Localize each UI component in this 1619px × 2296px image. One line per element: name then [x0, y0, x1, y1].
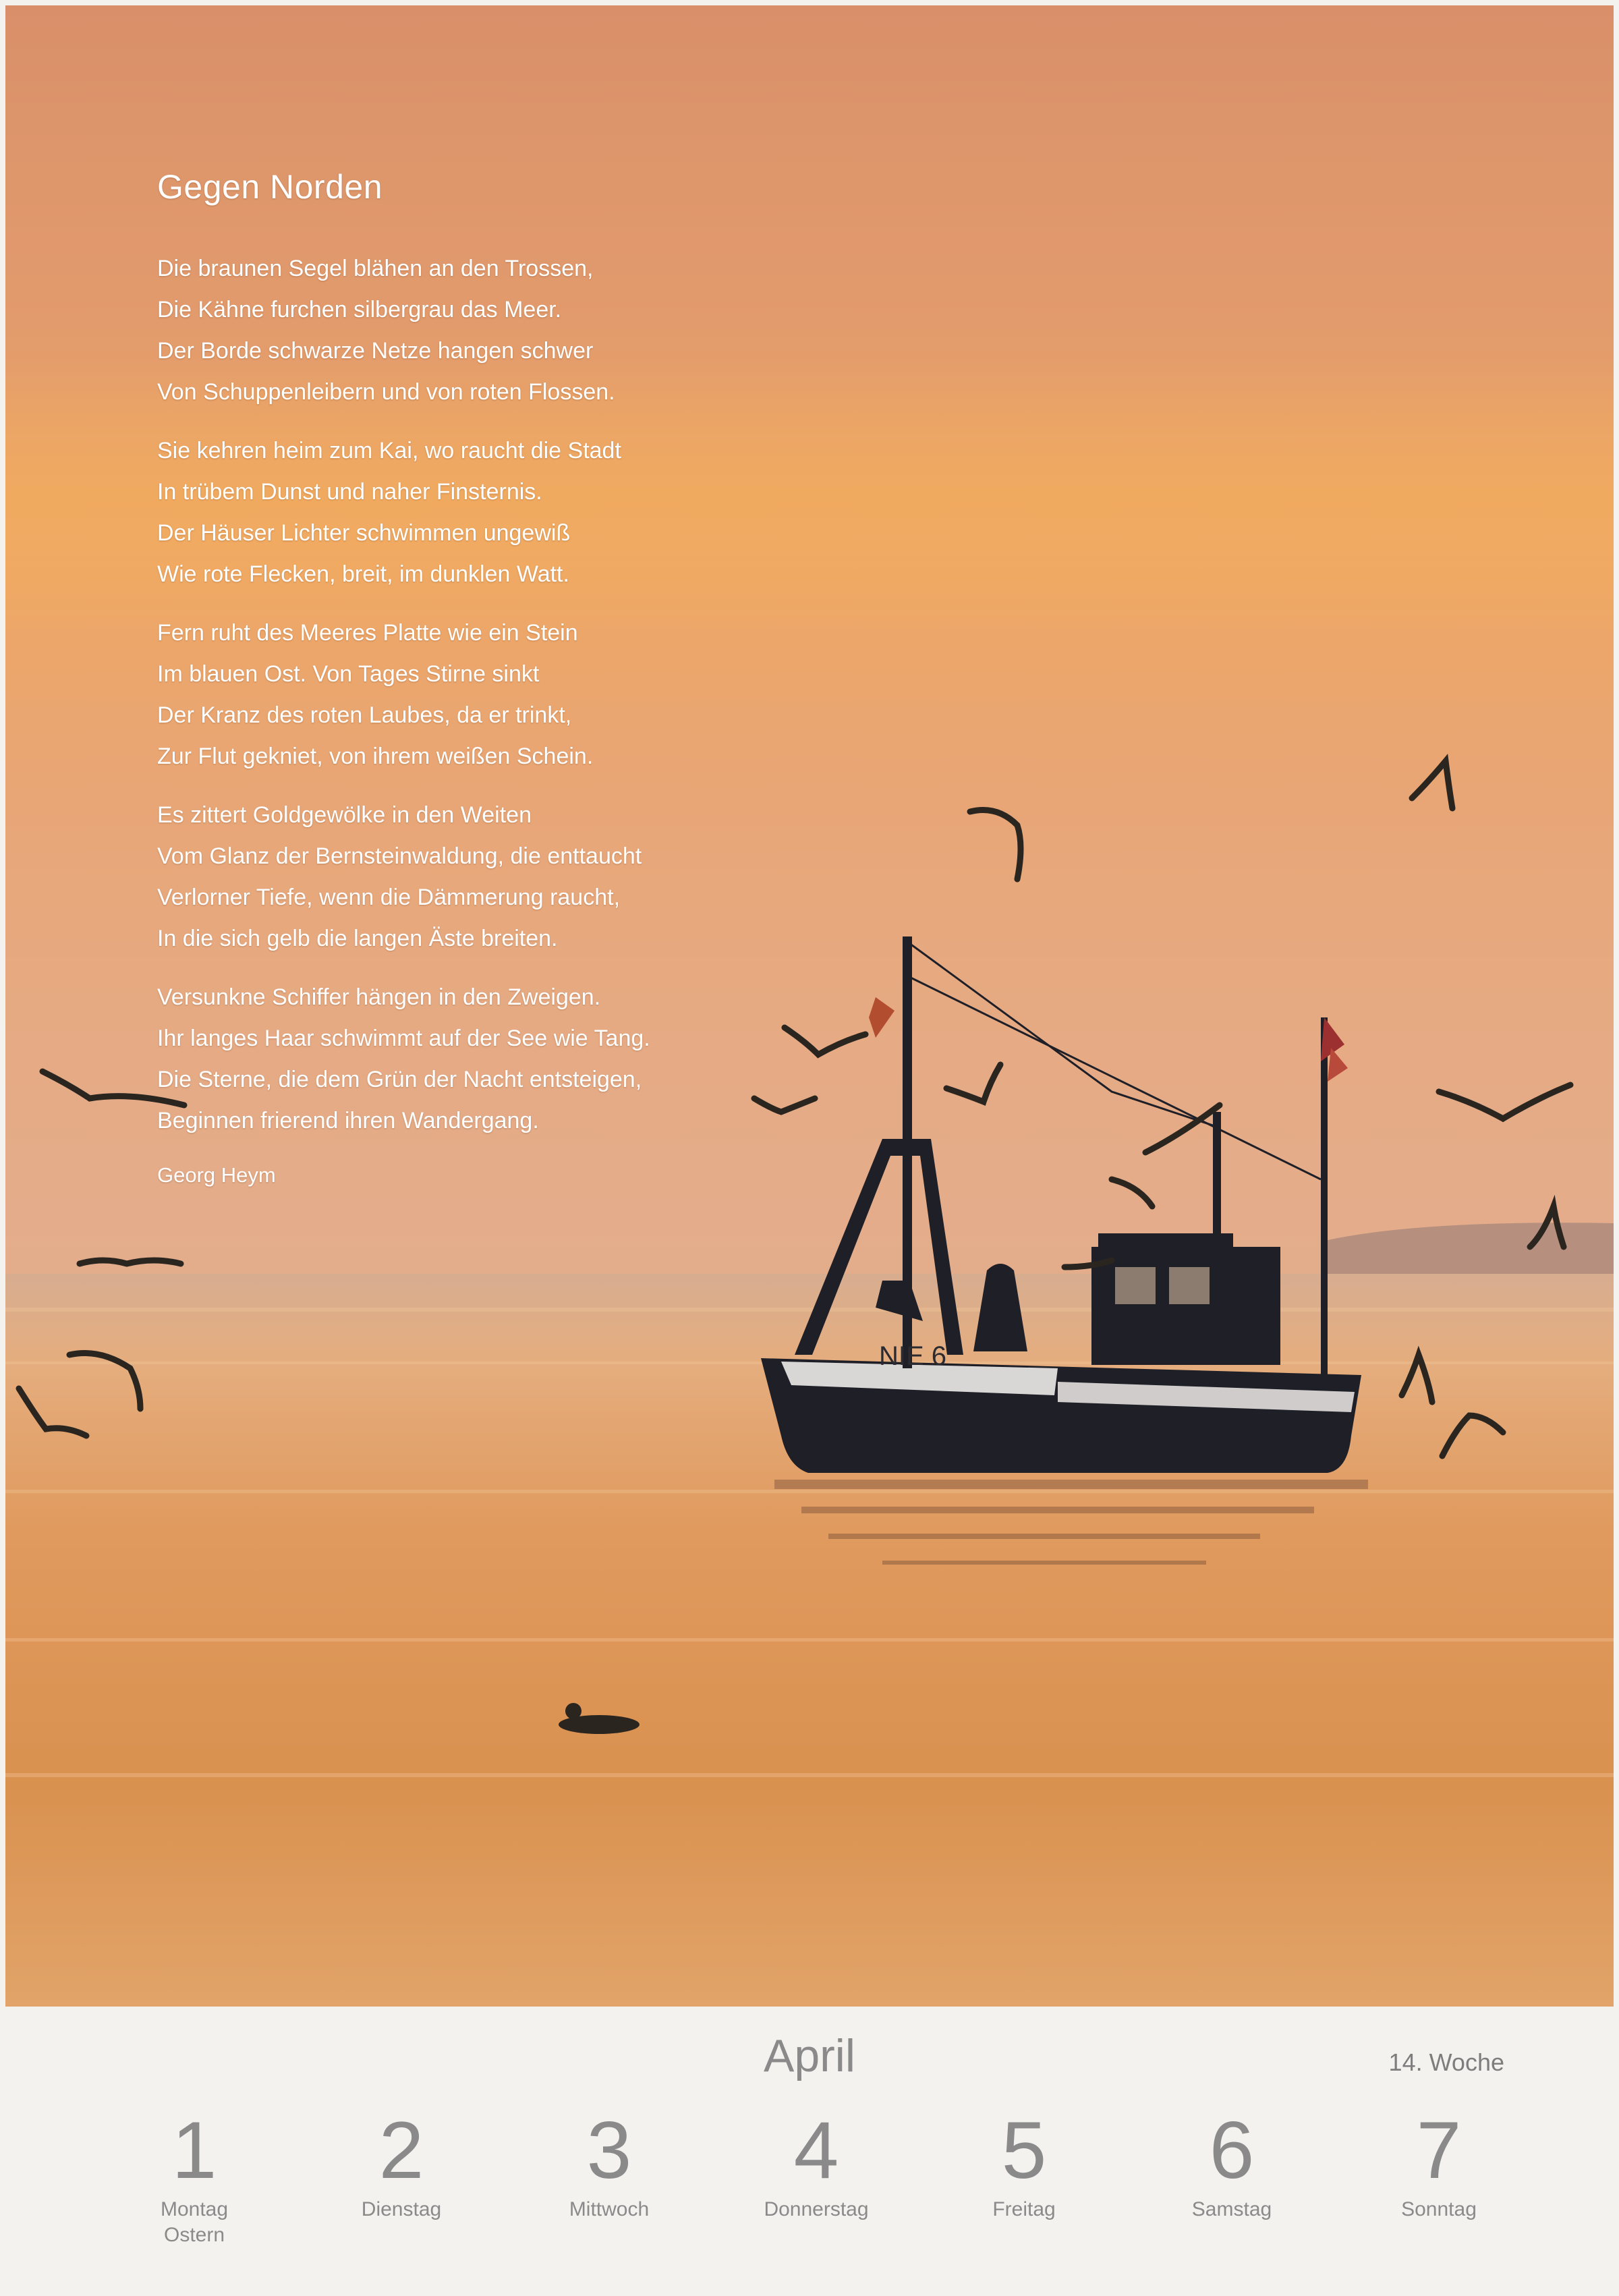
day-number: 2: [378, 2105, 424, 2195]
poem-line: Vom Glanz der Bernsteinwaldung, die enttaucht: [157, 843, 642, 869]
poem-line: Verlorner Tiefe, wenn die Dämmerung raucht,: [157, 885, 621, 910]
day-cell: [1144, 2106, 1319, 2221]
poem-author: Georg Heym: [157, 1163, 276, 1187]
day-cell: [107, 2106, 282, 2247]
poem-stanza: [157, 977, 832, 1142]
month-title: April: [763, 2030, 856, 2081]
poem-line: Von Schuppenleibern und von roten Flossen.: [157, 379, 615, 405]
poem: [157, 167, 832, 1187]
day-cell: [729, 2106, 904, 2221]
poem-stanza: [157, 613, 832, 777]
weekday-name: Donnerstag: [764, 2198, 869, 2220]
poem-line: Fern ruht des Meeres Platte wie ein Stein: [157, 620, 578, 646]
week-calendar: [5, 2007, 1614, 2291]
poem-line: In die sich gelb die langen Äste breiten.: [157, 926, 558, 951]
sunset-fishing-boat-photo: [5, 5, 1614, 2007]
day-number: 1: [171, 2105, 217, 2195]
day-cell: [314, 2106, 489, 2221]
poem-line: Wie rote Flecken, breit, im dunklen Watt.: [157, 561, 569, 587]
poem-line: Die Kähne furchen silbergrau das Meer.: [157, 297, 562, 323]
weekday-name: Mittwoch: [569, 2198, 650, 2220]
day-cell: [936, 2106, 1112, 2221]
poem-line: Der Häuser Lichter schwimmen ungewiß: [157, 520, 571, 546]
day-cell: [521, 2106, 697, 2221]
day-cell: [1351, 2106, 1527, 2221]
weekday-name: Dienstag: [361, 2198, 442, 2220]
poem-line: Der Borde schwarze Netze hangen schwer: [157, 338, 594, 364]
boat-label: NIE 6: [879, 1341, 947, 1371]
poem-line: Der Kranz des roten Laubes, da er trinkt,: [157, 702, 572, 728]
poem-line: Im blauen Ost. Von Tages Stirne sinkt: [157, 661, 540, 687]
day-number: 6: [1209, 2105, 1255, 2195]
poem-stanza: [157, 795, 832, 959]
poem-stanza: [157, 248, 832, 413]
day-number: 4: [793, 2105, 839, 2195]
poem-line: Beginnen frierend ihren Wandergang.: [157, 1108, 539, 1133]
weekday-name: Sonntag: [1401, 2198, 1477, 2220]
poem-line: In trübem Dunst und naher Finsternis.: [157, 479, 542, 505]
poem-stanza: [157, 430, 832, 595]
day-number: 5: [1001, 2105, 1047, 2195]
poem-line: Die braunen Segel blähen an den Trossen,: [157, 256, 594, 281]
poem-line: Zur Flut gekniet, von ihrem weißen Schein.: [157, 744, 594, 769]
week-number: 14. Woche: [1388, 2048, 1504, 2076]
day-number: 7: [1416, 2105, 1462, 2195]
weekday-name: Montag: [160, 2198, 229, 2220]
poem-line: Es zittert Goldgewölke in den Weiten: [157, 802, 532, 828]
holiday-label: Ostern: [163, 2224, 225, 2246]
poem-line: Die Sterne, die dem Grün der Nacht entsteigen,: [157, 1067, 642, 1092]
weekday-name: Freitag: [992, 2198, 1056, 2220]
weekday-name: Samstag: [1191, 2198, 1272, 2220]
day-number: 3: [586, 2105, 632, 2195]
poem-line: Sie kehren heim zum Kai, wo raucht die Stadt: [157, 438, 621, 464]
poem-line: Ihr langes Haar schwimmt auf der See wie Tang.: [157, 1026, 650, 1051]
poem-title: Gegen Norden: [157, 168, 383, 206]
poem-line: Versunkne Schiffer hängen in den Zweigen.: [157, 984, 601, 1010]
